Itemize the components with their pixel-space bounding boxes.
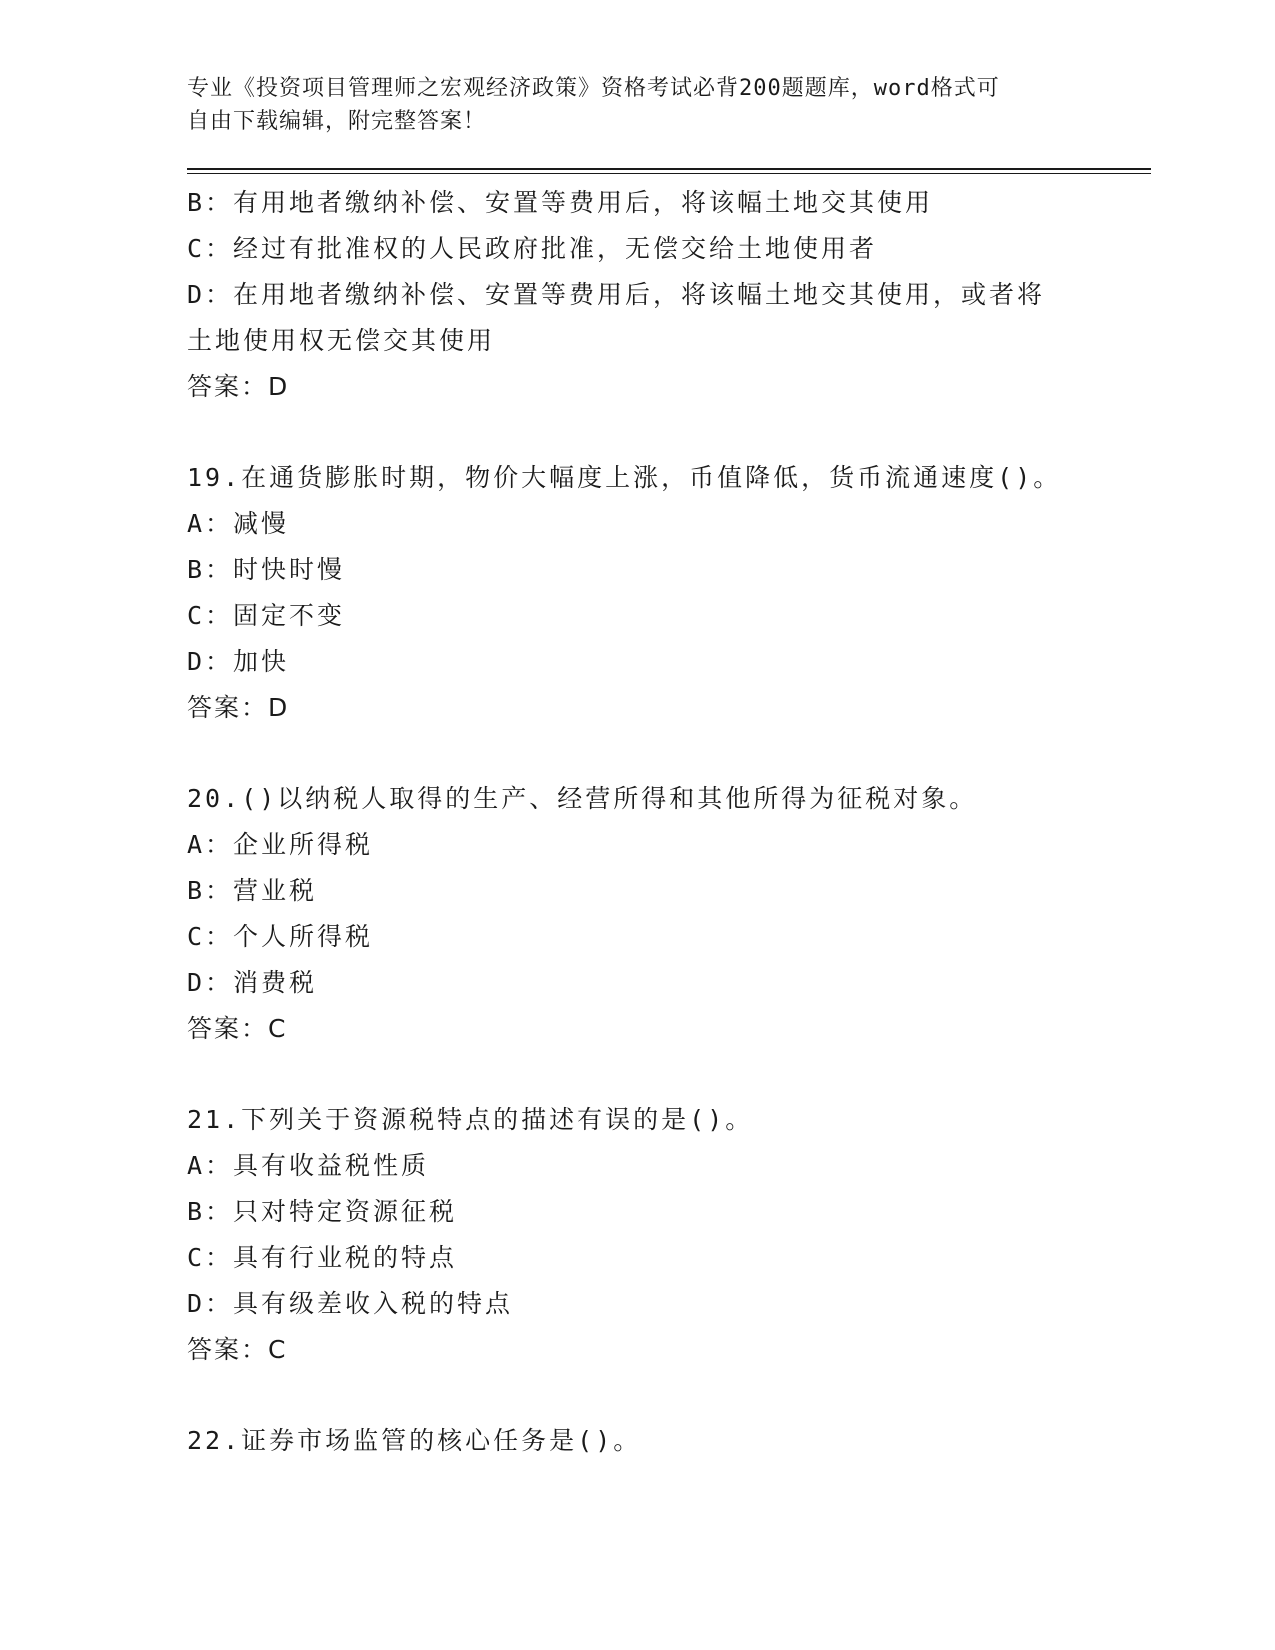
question-stem: 21.下列关于资源税特点的描述有误的是()。 [187, 1105, 754, 1134]
question-stem: 22.证券市场监管的核心任务是()。 [187, 1426, 642, 1455]
option-b: B：营业税 [187, 876, 318, 905]
answer-line [187, 364, 1147, 410]
document-header [187, 72, 1067, 138]
option-c: C：经过有批准权的人民政府批准，无偿交给土地使用者 [187, 234, 878, 263]
answer-label: 答案： [187, 372, 269, 401]
answer-label: 答案： [187, 1335, 269, 1364]
answer-value: D [268, 693, 289, 722]
answer-line [187, 685, 1147, 731]
question-20 [187, 776, 1147, 1052]
answer-line [187, 1006, 1147, 1052]
option-b: B：时快时慢 [187, 555, 346, 584]
question-22 [187, 1418, 1147, 1464]
option-b: B：有用地者缴纳补偿、安置等费用后，将该幅土地交其使用 [187, 188, 934, 217]
answer-value: C [268, 1014, 287, 1043]
answer-label: 答案： [187, 1014, 269, 1043]
option-a: A：减慢 [187, 509, 290, 538]
document-page [187, 72, 1147, 1464]
header-title-line-1: 专业《投资项目管理师之宏观经济政策》资格考试必背200题题库，word格式可 [187, 76, 1000, 101]
option-d-continuation: 土地使用权无偿交其使用 [187, 326, 496, 355]
option-a: A：具有收益税性质 [187, 1151, 430, 1180]
option-c: C：具有行业税的特点 [187, 1243, 458, 1272]
question-19 [187, 455, 1147, 731]
answer-value: C [268, 1335, 287, 1364]
question-stem: 20.()以纳税人取得的生产、经营所得和其他所得为征税对象。 [187, 784, 978, 813]
answer-value: D [268, 372, 289, 401]
option-b: B：只对特定资源征税 [187, 1197, 458, 1226]
question-18-continued [187, 180, 1147, 410]
option-d: D：在用地者缴纳补偿、安置等费用后，将该幅土地交其使用，或者将 [187, 280, 1046, 309]
option-d: D：消费税 [187, 968, 318, 997]
option-d: D：具有级差收入税的特点 [187, 1289, 514, 1318]
option-c: C：固定不变 [187, 601, 346, 630]
option-c: C：个人所得税 [187, 922, 374, 951]
header-title-line-2: 自由下载编辑，附完整答案！ [187, 109, 487, 134]
question-21 [187, 1097, 1147, 1373]
question-list [187, 180, 1147, 1464]
option-a: A：企业所得税 [187, 830, 374, 859]
answer-label: 答案： [187, 693, 269, 722]
question-stem: 19.在通货膨胀时期，物价大幅度上涨，币值降低，货币流通速度()。 [187, 463, 1062, 492]
answer-line [187, 1327, 1147, 1373]
header-divider [187, 168, 1151, 174]
option-d: D：加快 [187, 647, 290, 676]
